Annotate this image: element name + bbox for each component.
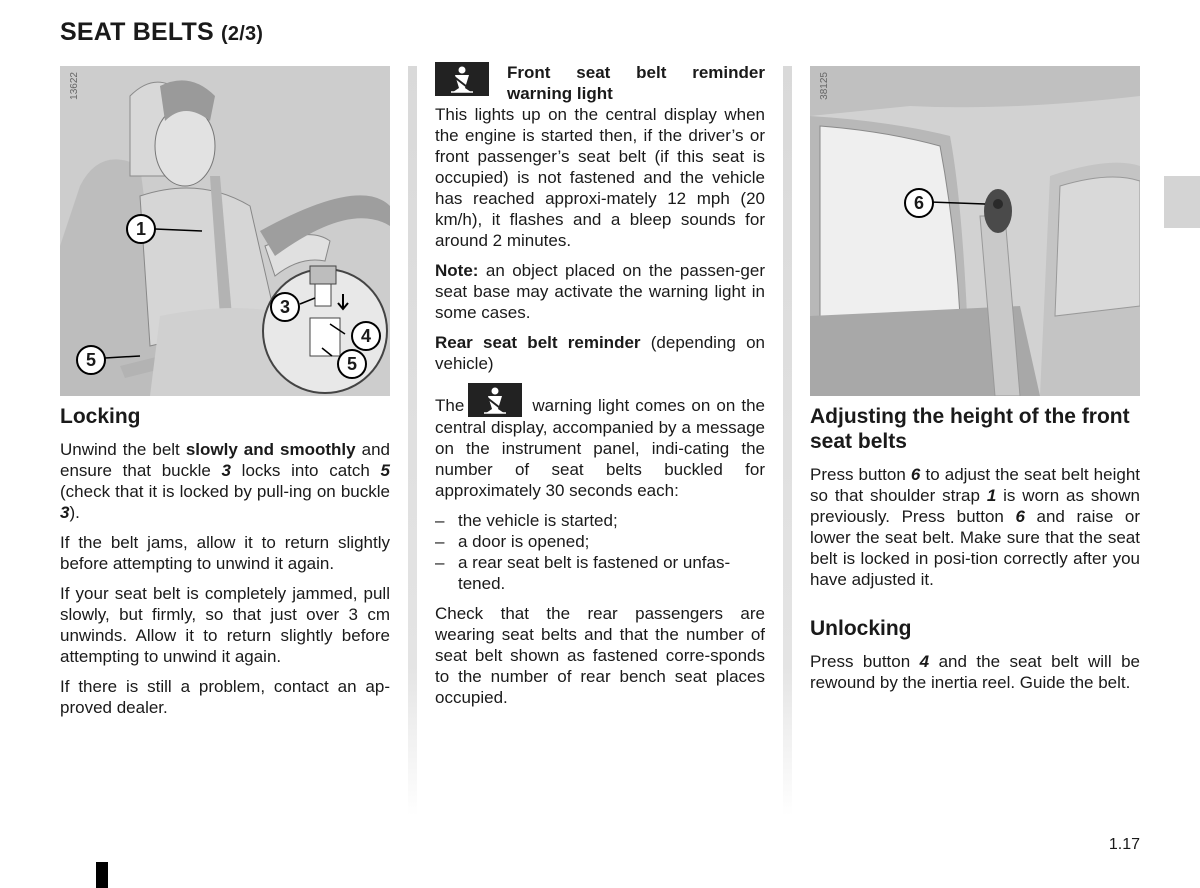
rear-check-paragraph: Check that the rear passengers are wearing seat belts and that the number of seat belt shown as fastened corre-sponds to the number of rear bench seat places occupied. (435, 604, 765, 707)
rear-seat-belt-warning-icon (468, 383, 522, 417)
column-adjusting (810, 66, 1140, 702)
locking-paragraph-4: If there is still a problem, contact an ap-proved dealer. (60, 677, 390, 717)
rear-warning-conditions (435, 510, 765, 594)
callout-6: 6 (904, 188, 934, 218)
heading-locking: Locking (60, 405, 141, 428)
heading-adjusting: Adjusting the height of the front seat belts (810, 405, 1130, 453)
seat-belt-warning-icon (435, 62, 489, 96)
driver-belt-illustration (60, 66, 390, 396)
front-reminder-paragraph: This lights up on the central display when the engine is started then, if the driver’s or front passenger’s seat belt (if this seat is occupied) is not fastened and the vehicle has reached approxi-mately 12 mph (20 km/h), it flashes and a bleep sounds for around 2 minutes. (435, 105, 765, 250)
front-reminder-title: Front seat belt reminder warning light (507, 63, 765, 103)
figure-id: 38125 (819, 72, 830, 100)
callout-4: 4 (351, 321, 381, 351)
column-divider-right (783, 66, 792, 816)
locking-paragraph-2: If the belt jams, allow it to return slightly before attempting to unwind it again. (60, 533, 390, 573)
callout-3: 3 (270, 292, 300, 322)
column-locking (60, 66, 390, 727)
list-item: – the vehicle is started; (435, 510, 765, 531)
rear-reminder-paragraph: Rear seat belt reminder (depending on vehicle) (435, 333, 765, 373)
rear-warning-paragraph: The warning light comes on on the central display, accompanied by a message on the instrument panel, indi-cating the number of seat belts buckled for approximately 30 seconds each: (435, 383, 765, 501)
note-paragraph: Note: an object placed on the passen-ger seat base may activate the warning light in some cases. (435, 261, 765, 322)
page-number: 1.17 (1108, 836, 1140, 853)
column-reminder (435, 62, 765, 717)
adjusting-paragraph: Press button 6 to adjust the seat belt height so that shoulder strap 1 is worn as shown previously. Press button 6 and raise or lower the seat belt. Make sure that the seat belt is locked in posi-tion correctly after you have adjusted it. (810, 465, 1141, 589)
figure-driver-belt (60, 66, 390, 396)
crop-mark (96, 862, 108, 888)
page-title (60, 18, 263, 47)
belt-height-illustration (810, 66, 1140, 396)
unlocking-paragraph: Press button 4 and the seat belt will be rewound by the inertia reel. Guide the belt. (810, 652, 1140, 692)
locking-paragraph-3: If your seat belt is completely jammed, pull slowly, but firmly, so that just over 3 cm unwinds. Allow it to return slightly before attempting to unwind it again. (60, 584, 390, 666)
front-reminder-heading (435, 62, 765, 104)
heading-unlocking: Unlocking (810, 617, 912, 640)
list-item: – a door is opened; (435, 531, 765, 552)
callout-5-right: 5 (337, 349, 367, 379)
list-item: – a rear seat belt is fastened or unfas-tened. (435, 552, 765, 594)
callout-5-left: 5 (76, 345, 106, 375)
chapter-tab (1164, 176, 1200, 228)
column-divider-left (408, 66, 417, 816)
figure-id: 13622 (69, 72, 80, 100)
callout-1: 1 (126, 214, 156, 244)
title-text: SEAT BELTS (60, 18, 214, 46)
title-subtitle: (2/3) (221, 23, 264, 45)
locking-paragraph-1: Unwind the belt slowly and smoothly and ensure that buckle 3 locks into catch 5 (check that it is locked by pull-ing on buckle 3). (60, 440, 390, 522)
figure-belt-height (810, 66, 1140, 396)
